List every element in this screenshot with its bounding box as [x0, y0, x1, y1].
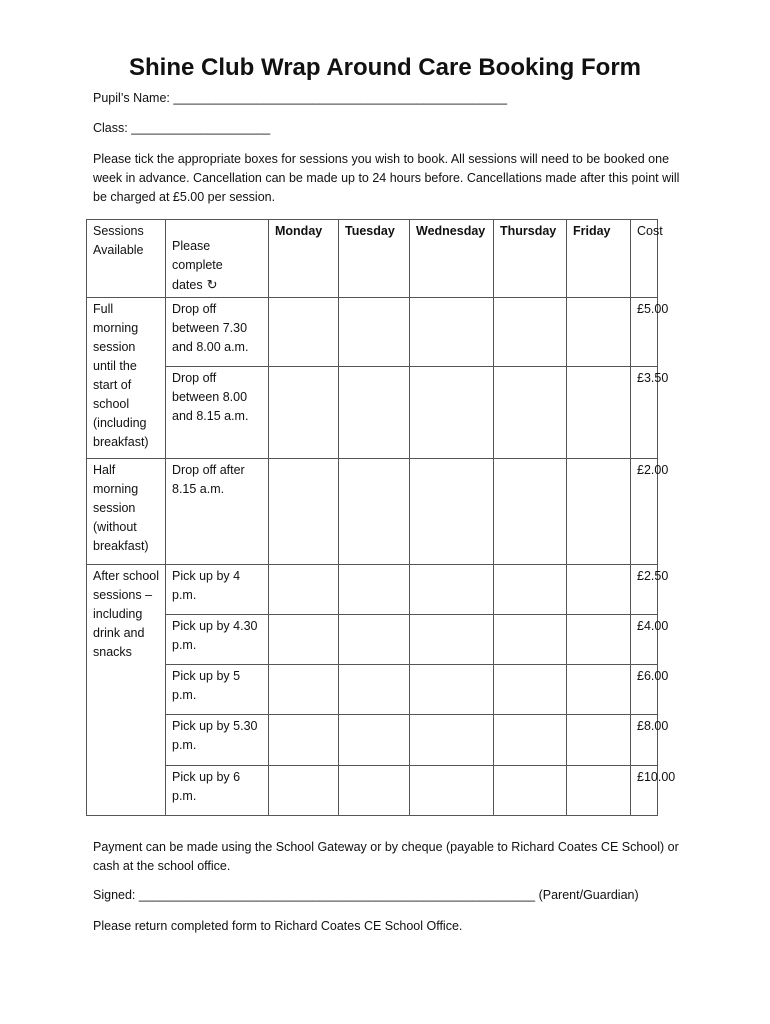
- tick-box-tuesday[interactable]: [339, 298, 410, 367]
- session-cost: £2.00: [631, 459, 658, 565]
- tick-box-thursday[interactable]: [494, 367, 567, 459]
- session-cost: £4.00: [631, 615, 658, 665]
- table-header-row: [87, 220, 658, 298]
- tick-box-wednesday[interactable]: [410, 459, 494, 565]
- session-row: [87, 766, 658, 816]
- tick-box-monday[interactable]: [269, 565, 339, 615]
- tick-box-tuesday[interactable]: [339, 459, 410, 565]
- return-note: Please return completed form to Richard Coates CE School Office.: [93, 919, 463, 933]
- session-time: Drop off between 8.00 and 8.15 a.m.: [166, 367, 269, 459]
- tick-box-tuesday[interactable]: [339, 766, 410, 816]
- session-time: Pick up by 5 p.m.: [166, 665, 269, 715]
- tick-box-thursday[interactable]: [494, 298, 567, 367]
- tick-box-friday[interactable]: [567, 766, 631, 816]
- tick-box-monday[interactable]: [269, 665, 339, 715]
- tick-box-thursday[interactable]: [494, 665, 567, 715]
- header-day-monday: Monday: [269, 220, 339, 298]
- header-sessions-available: Sessions Available: [87, 220, 166, 298]
- payment-note: Payment can be made using the School Gateway or by cheque (payable to Richard Coates CE School) or cash at the school office.: [93, 840, 679, 873]
- return-arrow-icon: ↻: [206, 277, 218, 292]
- booking-table: [86, 219, 676, 816]
- session-time: Pick up by 4.30 p.m.: [166, 615, 269, 665]
- tick-box-wednesday[interactable]: [410, 766, 494, 816]
- signature-field[interactable]: Signed: _________________________________________________________ (Parent/Guardian): [93, 888, 639, 902]
- tick-box-friday[interactable]: [567, 298, 631, 367]
- tick-box-friday[interactable]: [567, 615, 631, 665]
- tick-box-monday[interactable]: [269, 367, 339, 459]
- session-row: [87, 367, 658, 459]
- tick-box-wednesday[interactable]: [410, 615, 494, 665]
- tick-box-friday[interactable]: [567, 367, 631, 459]
- tick-box-monday[interactable]: [269, 615, 339, 665]
- session-row: [87, 615, 658, 665]
- session-cost: £5.00: [631, 298, 658, 367]
- session-cost: £6.00: [631, 665, 658, 715]
- session-group-label: Half morning session (without breakfast): [87, 459, 166, 565]
- session-cost: £3.50: [631, 367, 658, 459]
- header-day-wednesday: Wednesday: [410, 220, 494, 298]
- tick-box-thursday[interactable]: [494, 615, 567, 665]
- session-row: [87, 298, 658, 367]
- session-time: Pick up by 4 p.m.: [166, 565, 269, 615]
- session-row: [87, 565, 658, 615]
- header-cost: Cost: [631, 220, 658, 298]
- tick-box-tuesday[interactable]: [339, 565, 410, 615]
- pupil-name-field[interactable]: Pupil’s Name: ________________________________________________: [93, 91, 508, 105]
- instructions-text: Please tick the appropriate boxes for sessions you wish to book. All sessions will need to be booked one week in advance. Cancellation can be made up to 24 hours before. Cancellations made after this point will be charged at £5.00 per session.: [93, 152, 680, 204]
- header-day-friday: Friday: [567, 220, 631, 298]
- header-day-tuesday: Tuesday: [339, 220, 410, 298]
- session-cost: £10.00: [631, 766, 658, 816]
- session-time: Drop off after 8.15 a.m.: [166, 459, 269, 565]
- tick-box-thursday[interactable]: [494, 459, 567, 565]
- session-row: [87, 459, 658, 565]
- tick-box-thursday[interactable]: [494, 766, 567, 816]
- session-time: Drop off between 7.30 and 8.00 a.m.: [166, 298, 269, 367]
- tick-box-thursday[interactable]: [494, 715, 567, 766]
- session-row: [87, 665, 658, 715]
- tick-box-wednesday[interactable]: [410, 715, 494, 766]
- tick-box-tuesday[interactable]: [339, 665, 410, 715]
- session-cost: £8.00: [631, 715, 658, 766]
- tick-box-tuesday[interactable]: [339, 367, 410, 459]
- tick-box-tuesday[interactable]: [339, 715, 410, 766]
- tick-box-wednesday[interactable]: [410, 565, 494, 615]
- session-time: Pick up by 6 p.m.: [166, 766, 269, 816]
- header-please-complete: Please complete dates ↻: [166, 220, 269, 298]
- tick-box-thursday[interactable]: [494, 565, 567, 615]
- tick-box-tuesday[interactable]: [339, 615, 410, 665]
- tick-box-friday[interactable]: [567, 459, 631, 565]
- session-row: [87, 715, 658, 766]
- tick-box-monday[interactable]: [269, 766, 339, 816]
- tick-box-friday[interactable]: [567, 665, 631, 715]
- tick-box-wednesday[interactable]: [410, 665, 494, 715]
- tick-box-monday[interactable]: [269, 298, 339, 367]
- session-group-label: Full morning session until the start of school (including breakfast): [87, 298, 166, 459]
- tick-box-friday[interactable]: [567, 565, 631, 615]
- class-field[interactable]: Class: ____________________: [93, 121, 271, 135]
- form-title: Shine Club Wrap Around Care Booking Form: [128, 54, 641, 81]
- tick-box-monday[interactable]: [269, 715, 339, 766]
- tick-box-friday[interactable]: [567, 715, 631, 766]
- tick-box-monday[interactable]: [269, 459, 339, 565]
- tick-box-wednesday[interactable]: [410, 298, 494, 367]
- session-group-label: After school sessions – including drink and snacks: [87, 565, 166, 816]
- tick-box-wednesday[interactable]: [410, 367, 494, 459]
- session-time: Pick up by 5.30 p.m.: [166, 715, 269, 766]
- header-day-thursday: Thursday: [494, 220, 567, 298]
- session-cost: £2.50: [631, 565, 658, 615]
